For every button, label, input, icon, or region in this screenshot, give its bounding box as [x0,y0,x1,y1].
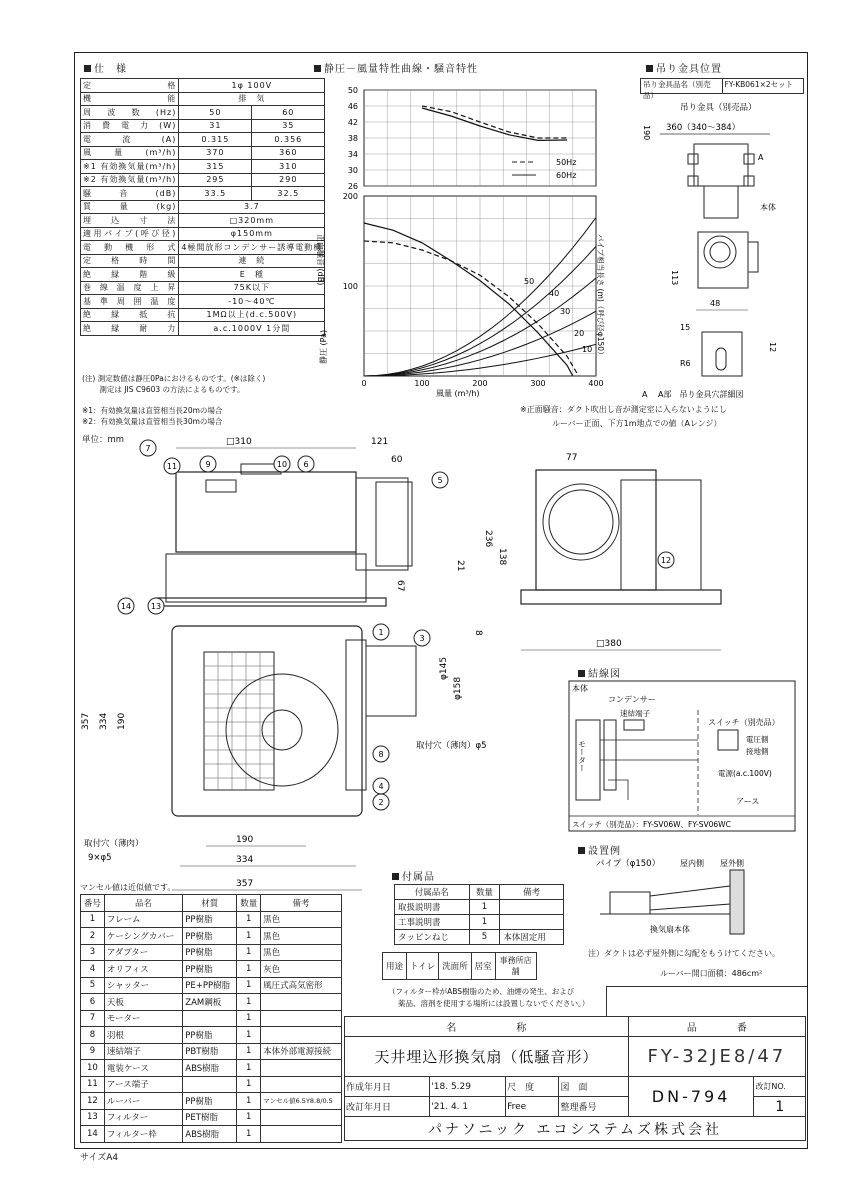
wiring-diagram [568,680,798,832]
spec-row [81,268,325,282]
callout-number: 5 [437,476,443,485]
parts-cell: 4 [81,961,105,978]
front-view [455,453,721,650]
svg-text:113: 113 [670,270,679,286]
pipe-length-label: パイプ相当長さ (m)（呼び径φ150） [596,234,605,359]
spec-value: 連 続 [179,254,325,268]
spec-value: 1φ 100V [179,79,325,93]
svg-text:パイプ（φ150）: パイプ（φ150） [596,859,661,869]
spec-label: 絶縁階級 [81,268,179,282]
svg-text:12: 12 [768,342,777,353]
spec-label: 質量(kg) [81,200,179,214]
parts-cell [183,1010,237,1027]
parts-cell: 5 [81,977,105,994]
spec-row [81,187,325,201]
install-note: 注）ダクトは必ず屋外側に勾配をもうけてください。 [588,949,780,958]
parts-cell: 電装ケース [104,1060,182,1077]
spec-value: φ150mm [179,227,325,241]
spec-note-2: 測定は JIS C9603 の方法によるものです。 [82,385,245,394]
svg-text:67: 67 [395,580,405,592]
parts-cell: シャッター [104,977,182,994]
spec-label: 電流(A) [81,133,179,147]
svg-text:速結端子: 速結端子 [620,709,650,718]
parts-cell: 1 [237,944,261,961]
performance-chart [306,74,636,404]
acc-row [395,900,564,915]
parts-cell: モーター [104,1010,182,1027]
parts-cell: 1 [237,1126,261,1143]
footnote-2: ※2：有効換気量は直管相当長30mの場合 [82,417,223,426]
spec-value: 4極開放形コンデンサー誘導電動機 [179,241,325,255]
parts-cell: 灰色 [261,961,342,978]
parts-cell: 7 [81,1010,105,1027]
spec-value: 35 [252,119,325,133]
parts-row [81,911,342,928]
callout-number: 13 [150,602,162,611]
company-name: パナソニック エコシステムズ株式会社 [345,1117,806,1141]
parts-row [81,1043,342,1060]
acc-cell [500,900,564,915]
parts-cell: 1 [237,1076,261,1093]
parts-row [81,1060,342,1077]
spec-label: 絶縁抵抗 [81,308,179,322]
spec-label: 定格 [81,79,179,93]
callout-number: 7 [145,444,151,453]
parts-cell: ルーバー [104,1093,182,1110]
callout-number: 1 [378,628,384,637]
parts-cell: 1 [237,1043,261,1060]
parts-cell: 1 [237,1010,261,1027]
parts-table [80,894,342,1143]
svg-text:R6: R6 [680,359,691,368]
svg-text:A: A [758,153,764,162]
parts-cell: 1 [237,1093,261,1110]
spec-value: -10～40℃ [179,295,325,309]
spec-value: 32.5 [252,187,325,201]
pressure-tick-label: 100 [342,282,358,291]
svg-text:77: 77 [566,453,578,463]
spec-value: 360 [252,146,325,160]
spec-row [81,173,325,187]
svg-text:357: 357 [236,879,254,889]
svg-text:電圧側: 電圧側 [746,735,769,744]
noise-line-60Hz [422,108,567,140]
spec-label: 電動機形式 [81,241,179,255]
spec-row [81,214,325,228]
spec-value: 75K以下 [179,281,325,295]
acc-cell: 1 [469,900,500,915]
parts-cell [261,1126,342,1143]
parts-cell: 1 [237,994,261,1011]
spec-value: 3.7 [179,200,325,214]
spec-value: 0.356 [252,133,325,147]
callout-number: 14 [120,602,132,611]
spec-label: 定格時間 [81,254,179,268]
parts-cell: 2 [81,928,105,945]
spec-value: 310 [252,160,325,174]
parts-cell: 14 [81,1126,105,1143]
parts-cell: 速結端子 [104,1043,182,1060]
svg-text:φ158: φ158 [453,676,463,700]
parts-cell: オリフィス [104,961,182,978]
callout-number: 4 [378,782,384,791]
spec-note-1: (注) 測定数値は静圧0Paにおけるものです。(※は除く) [82,374,266,383]
parts-cell: 1 [237,1060,261,1077]
parts-cell: マンセル値6.5Y8.8/0.5 [261,1093,342,1110]
parts-cell: 13 [81,1109,105,1126]
parts-cell: PET樹脂 [183,1109,237,1126]
parts-cell: ABS樹脂 [183,1126,237,1143]
accessories-table [394,884,564,945]
parts-cell: アース端子 [104,1076,182,1093]
svg-text:本体: 本体 [572,684,588,693]
parts-header: 品名 [104,895,182,912]
front-noise-note-1: ※正面騒音：ダクト吹出し音が測定室に入らないようにし [520,405,727,414]
noise-tick-label: 46 [347,102,358,111]
svg-text:スイッチ（別売品）: スイッチ（別売品） [708,718,780,727]
hanger-dim-top: 360（340～384） [666,123,741,133]
svg-text:236: 236 [483,530,493,548]
hanger-header-value: FY-KB061×2セット [724,80,794,89]
acc-row [395,930,564,945]
spec-label: 風量(m³/h) [81,146,179,160]
spec-row [81,281,325,295]
flow-tick-label: 100 [414,379,430,388]
spec-label: 絶縁耐力 [81,322,179,336]
parts-header: 備考 [261,895,342,912]
spec-row [81,160,325,174]
spec-table [80,78,325,336]
parts-cell: PP樹脂 [183,928,237,945]
pipe-curve-label: 50 [524,277,535,286]
flow-tick-label: 200 [472,379,488,388]
svg-text:屋外側: 屋外側 [720,859,744,868]
hanger-bracket-label: 吊り金具（別売品） [680,103,757,113]
acc-row [395,915,564,930]
parts-cell: ZAM鋼板 [183,994,237,1011]
parts-cell: フレーム [104,911,182,928]
parts-cell: ケーシングカバー [104,928,182,945]
usage-cell: トイレ [407,953,439,980]
footnote-1: ※1：有効換気量は直管相当長20mの場合 [82,406,223,415]
parts-row [81,1027,342,1044]
parts-cell: 1 [81,911,105,928]
acc-cell: 工事説明書 [395,915,470,930]
spec-row [81,106,325,120]
hanger-body-label: 本体 [760,203,776,212]
noise-tick-label: 42 [347,118,358,127]
svg-text:190: 190 [236,835,254,845]
noise-tick-label: 30 [347,166,358,175]
parts-row [81,1109,342,1126]
svg-text:190: 190 [642,125,651,141]
parts-row [81,928,342,945]
bottom-view [81,626,487,890]
spec-label: 基準周囲温度 [81,295,179,309]
svg-text:357: 357 [81,712,91,730]
parts-row [81,1093,342,1110]
chart-section-title: 静圧－風量特性曲線・騒音特性 [314,60,478,75]
acc-cell [500,915,564,930]
mount-hole-bottom: 取付穴（薄肉） [84,839,144,849]
parts-cell [261,994,342,1011]
mount-hole-count: 9×φ5 [88,853,112,863]
spec-value: 290 [252,173,325,187]
acc-header: 備考 [500,885,564,900]
noise-tick-label: 50 [347,86,358,95]
mount-hole-side: 取付穴（薄肉）φ5 [416,741,487,751]
front-noise-note-2: ルーバー正面、下方1m地点での値（Aレンジ） [552,419,722,428]
parts-cell: 1 [237,961,261,978]
acc-cell: 1 [469,915,500,930]
acc-cell: 取扱説明書 [395,900,470,915]
spec-value: 1MΩ以上(d.c.500V) [179,308,325,322]
callout-number: 12 [660,556,672,565]
svg-text:60: 60 [391,455,403,465]
parts-cell: 羽根 [104,1027,182,1044]
svg-text:121: 121 [371,437,389,447]
pipe-curve-label: 40 [549,289,560,298]
spec-row [81,241,325,255]
parts-cell: PE+PP樹脂 [183,977,237,994]
parts-row [81,1076,342,1093]
spec-row [81,133,325,147]
parts-cell: 3 [81,944,105,961]
pressure-tick-label: 200 [342,192,358,201]
acc-header: 数量 [469,885,500,900]
pipe-curve-label: 10 [582,345,593,354]
usage-cell: 事務所店舗 [495,953,536,980]
svg-text:φ145: φ145 [439,656,449,680]
spec-row [81,200,325,214]
parts-cell: PP樹脂 [183,1093,237,1110]
pipe-curve-label: 30 [560,307,571,316]
spec-value: □320mm [179,214,325,228]
spec-label: ※2 有効換気量(m³/h) [81,173,179,187]
svg-text:8: 8 [473,630,483,636]
parts-header: 数量 [237,895,261,912]
spec-row [81,254,325,268]
noise-tick-label: 38 [347,134,358,143]
parts-cell: 風圧式高気密形 [261,977,342,994]
svg-text:190: 190 [117,712,127,730]
callout-number: 11 [166,462,178,471]
parts-cell: 8 [81,1027,105,1044]
wiring-section-title: 結線図 [578,665,621,680]
parts-cell: アダプター [104,944,182,961]
dim-310: □310 [226,437,252,447]
parts-cell [261,1109,342,1126]
spec-value: 370 [179,146,252,160]
svg-text:21: 21 [455,560,465,572]
svg-text:換気扇本体: 換気扇本体 [650,925,690,934]
parts-cell: 黒色 [261,944,342,961]
spec-value: 31 [179,119,252,133]
parts-cell: 1 [237,1027,261,1044]
usage-cell: 洗面所 [439,953,472,980]
spec-label: ※1 有効換気量(m³/h) [81,160,179,174]
parts-header: 材質 [183,895,237,912]
callout-number: 3 [419,634,425,643]
manseru-note: マンセル値は近似値です。 [80,883,176,892]
usage-cell: 用途 [383,953,407,980]
callout-number: 8 [378,750,384,759]
spec-label: 埋込寸法 [81,214,179,228]
spec-value: 315 [179,160,252,174]
parts-cell [261,1076,342,1093]
spec-label: 騒音(dB) [81,187,179,201]
spec-value: 33.5 [179,187,252,201]
spec-value: E 種 [179,268,325,282]
parts-cell: 天板 [104,994,182,1011]
parts-header: 番号 [81,895,105,912]
parts-row [81,1010,342,1027]
parts-cell: PP樹脂 [183,961,237,978]
spec-row [81,119,325,133]
noise-tick-label: 34 [347,150,358,159]
parts-cell: PP樹脂 [183,1027,237,1044]
parts-cell [261,1010,342,1027]
parts-cell [261,1060,342,1077]
spec-label: 適用パイプ(呼び径) [81,227,179,241]
switch-models: スイッチ（別売品）：FY-SV06W、FY-SV06WC [572,820,731,829]
acc-cell: タッピンねじ [395,930,470,945]
parts-cell: 黒色 [261,928,342,945]
product-code: FY-32JE8/47 [628,1037,805,1077]
legend-50hz: 50Hz [556,158,577,167]
spec-value: 295 [179,173,252,187]
svg-text:接地側: 接地側 [746,747,769,756]
parts-cell: 本体外部電源接続 [261,1043,342,1060]
parts-cell: 6 [81,994,105,1011]
parts-cell: 1 [237,977,261,994]
install-diagram [580,852,802,936]
spec-label: 機能 [81,92,179,106]
noise-tick-label: 26 [347,182,358,191]
hanger-section-title: 吊り金具位置 [646,60,722,75]
spec-row [81,227,325,241]
unit-label: 単位：mm [82,435,125,445]
louver-area: ルーバー開口面積：486cm² [660,969,763,978]
spec-value: 60 [252,106,325,120]
pressure-axis-label: 静圧 (Pa) [319,329,328,364]
svg-text:屋内側: 屋内側 [680,859,704,868]
spec-value: a.c.1000V 1分間 [179,322,325,336]
svg-text:コンデンサー: コンデンサー [608,695,656,704]
parts-row [81,977,342,994]
spec-row [81,92,325,106]
parts-cell: 10 [81,1060,105,1077]
callout-number: 9 [205,460,211,469]
parts-cell: フィルター枠 [104,1126,182,1143]
svg-text:138: 138 [497,548,507,566]
legend-60hz: 60Hz [556,171,577,180]
title-blank [606,986,807,1017]
svg-text:アース: アース [736,797,760,806]
spec-label: 巻線温度上昇 [81,281,179,295]
pipe-curve-label: 20 [574,329,585,338]
svg-text:334: 334 [236,855,254,865]
noise-axis-label: 正面騒音 (dB) [316,234,325,286]
svg-text:モーター: モーター [577,740,587,772]
parts-cell: PP樹脂 [183,911,237,928]
parts-cell: 黒色 [261,911,342,928]
spec-label: 周波数(Hz) [81,106,179,120]
usage-cell: 居室 [471,953,495,980]
install-section-title: 設置例 [578,842,621,857]
parts-cell: 1 [237,1109,261,1126]
spec-row [81,322,325,336]
svg-text:48: 48 [710,299,721,308]
spec-row [81,79,325,93]
svg-text:15: 15 [680,323,691,332]
parts-cell: 9 [81,1043,105,1060]
callout-number: 2 [378,798,384,807]
callout-number: 6 [303,460,309,469]
dim-380: □380 [596,639,622,649]
spec-section-title: 仕 様 [84,60,127,75]
flow-tick-label: 0 [361,379,367,388]
usage-table [382,952,537,980]
noise-legend [512,158,576,180]
drawing-number: DN-794 [628,1077,754,1117]
parts-cell: ABS樹脂 [183,1060,237,1077]
spec-value: 0.315 [179,133,252,147]
accessories-section-title: 付属品 [392,868,435,883]
spec-value: 50 [179,106,252,120]
parts-cell [183,1076,237,1093]
hanger-detail-label: A部 吊り金具穴詳細図 [658,390,744,399]
acc-cell: 本体固定用 [500,930,564,945]
spec-row [81,308,325,322]
paper-size: サイズA4 [80,1153,119,1163]
acc-header: 付属品名 [395,885,470,900]
spec-value: 排 気 [179,92,325,106]
parts-cell: PBT樹脂 [183,1043,237,1060]
parts-row [81,944,342,961]
spec-row [81,295,325,309]
flow-tick-label: 400 [588,379,604,388]
flow-axis-label: 風量 (m³/h) [436,389,480,398]
flow-tick-label: 300 [530,379,546,388]
parts-cell: 11 [81,1076,105,1093]
parts-cell: PP樹脂 [183,944,237,961]
parts-cell: 1 [237,911,261,928]
hanger-diagram [640,92,805,407]
callout-number: 10 [276,460,288,469]
parts-cell: フィルター [104,1109,182,1126]
spec-row [81,146,325,160]
spec-label: 消費電力(W) [81,119,179,133]
svg-text:334: 334 [99,712,109,730]
svg-text:電源(a.c.100V): 電源(a.c.100V) [718,769,772,778]
product-name: 天井埋込形換気扇（低騒音形） [345,1037,629,1077]
parts-cell: 1 [237,928,261,945]
parts-row [81,961,342,978]
parts-row [81,1126,342,1143]
parts-cell: 12 [81,1093,105,1110]
hanger-header-label: 吊り金具品名（別売品） [641,79,723,93]
title-block: 名 称 品 番 天井埋込形換気扇（低騒音形） FY-32JE8/47 作成年月日 '18. 5.29 尺 度 図 面 DN-794 改訂NO. 改訂年月日 '21. 4. 1 Free 整理番号 1 パナソニック エコシステムズ株式会社 [344,1016,806,1141]
acc-cell: 5 [469,930,500,945]
parts-cell [261,1027,342,1044]
parts-row [81,994,342,1011]
svg-text:A: A [642,390,648,399]
